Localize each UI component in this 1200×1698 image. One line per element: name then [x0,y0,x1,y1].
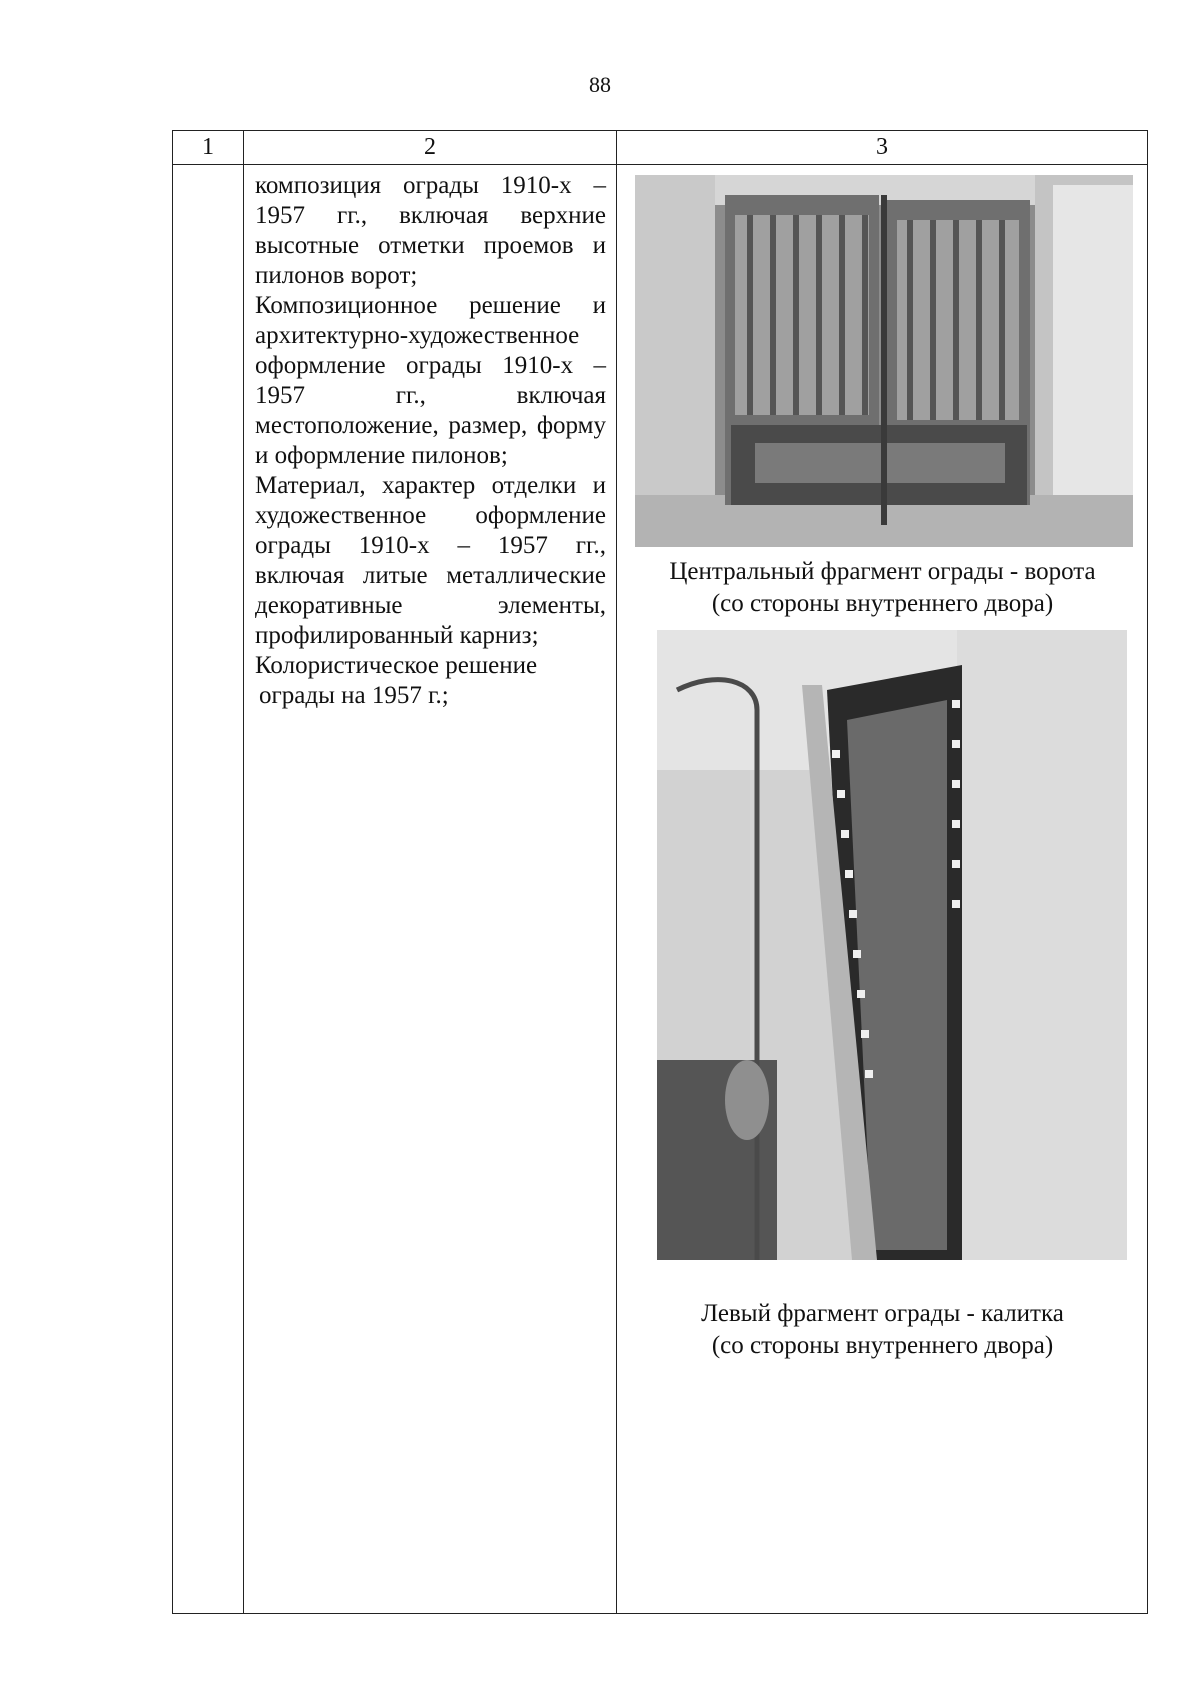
heritage-table [172,130,1148,1614]
description-paragraph-5: ограды на 1957 г.; [259,682,449,709]
wicket-photo [657,630,1127,1260]
row-number-cell [173,165,244,1614]
table-row [173,165,1148,1614]
header-cell-2: 2 [244,131,617,165]
description-paragraph-4: Колористическое решение [255,652,538,679]
gate-caption-line-2: (со стороны внутреннего двора) [711,590,1054,617]
description-paragraph-3: Материал, характер отделки и художественное оформление ограды 1910-х – 1957 гг., включая литые металлические декоративные элементы, профилированный карниз; [255,472,606,649]
photo-cell [617,165,1148,1614]
header-cell-1: 1 [173,131,244,165]
page-number: 88 [589,72,611,97]
gate-photo [635,175,1133,547]
wicket-caption-line-2: (со стороны внутреннего двора) [711,1332,1054,1359]
wicket-caption-line-1: Левый фрагмент ограды - калитка [701,1300,1064,1327]
description-paragraph-2: Композиционное решение и архитектурно-художественное оформление ограды 1910-х – 1957 гг., включая местоположение, размер, форму и оформление пилонов; [255,292,606,469]
description-paragraph-1: композиция ограды 1910-х – 1957 гг., включая верхние высотные отметки проемов и пилонов ворот; [255,172,606,289]
description-cell [244,165,617,1614]
wicket-photo-caption [617,1298,1148,1362]
header-row [173,131,1148,165]
gate-photo-caption [617,556,1148,620]
gate-caption-line-1: Центральный фрагмент ограды - ворота [669,558,1096,585]
header-cell-3: 3 [617,131,1148,165]
